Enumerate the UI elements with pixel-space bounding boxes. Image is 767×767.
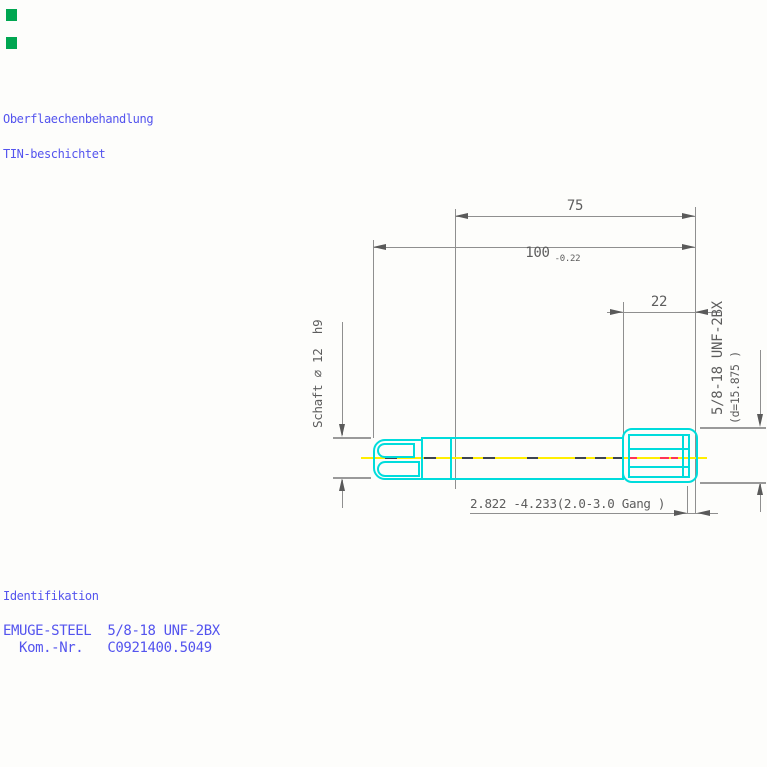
dim-label-shank: Schaft ⌀ 12 h9 bbox=[310, 319, 325, 428]
dim-line-75 bbox=[455, 216, 695, 217]
tool-thread-inner-outline bbox=[628, 434, 690, 478]
tool-upper-slot-outline bbox=[377, 443, 415, 458]
dim-label-75: 75 bbox=[566, 198, 584, 214]
tool-lower-slot-outline bbox=[377, 461, 420, 477]
label-thread-spec: 5/8-18 UNF-2BX bbox=[710, 301, 726, 415]
tool-thread-end-divider bbox=[682, 434, 684, 478]
tool-thread-line-lower bbox=[630, 466, 688, 468]
tick-thread-top bbox=[700, 427, 766, 429]
arrow-22-left bbox=[610, 309, 623, 315]
dim-line-shank-upper bbox=[342, 322, 343, 435]
dim-label-pitch: 2.822 -4.233(2.0-3.0 Gang ) bbox=[470, 496, 666, 511]
extension-line-pitch bbox=[687, 486, 688, 513]
identification-title: Identifikation bbox=[3, 589, 99, 603]
dim-label-100-value: 100 bbox=[525, 245, 550, 261]
green-marker-top bbox=[6, 9, 17, 21]
label-thread-diameter: (d=15.875 ) bbox=[728, 351, 742, 424]
arrow-d-down bbox=[757, 414, 763, 427]
extension-line-22 bbox=[623, 302, 624, 438]
dim-line-d-upper bbox=[760, 350, 761, 416]
surface-treatment-value: TIN-beschichtet bbox=[3, 147, 106, 161]
arrow-shank-up bbox=[339, 478, 345, 491]
arrow-22-right bbox=[695, 309, 708, 315]
identification-kom-nr: Kom.-Nr. C0921400.5049 bbox=[3, 640, 212, 656]
arrow-pitch-right bbox=[697, 510, 710, 516]
tick-thread-bottom bbox=[700, 482, 766, 484]
dim-label-22: 22 bbox=[650, 294, 668, 310]
tick-shank-top bbox=[333, 437, 371, 439]
dim-label-100-tolerance: -0.22 bbox=[554, 254, 581, 264]
tool-thread-line-upper bbox=[630, 448, 688, 450]
surface-treatment-title: Oberflaechenbehandlung bbox=[3, 112, 154, 126]
identification-product: EMUGE-STEEL 5/8-18 UNF-2BX bbox=[3, 623, 220, 639]
arrow-pitch-left bbox=[674, 510, 687, 516]
green-marker-bottom bbox=[6, 37, 17, 49]
tool-shank-divider bbox=[450, 437, 452, 480]
arrow-shank-down bbox=[339, 424, 345, 437]
dim-label-100 bbox=[373, 229, 695, 277]
tick-shank-bottom bbox=[333, 477, 371, 479]
